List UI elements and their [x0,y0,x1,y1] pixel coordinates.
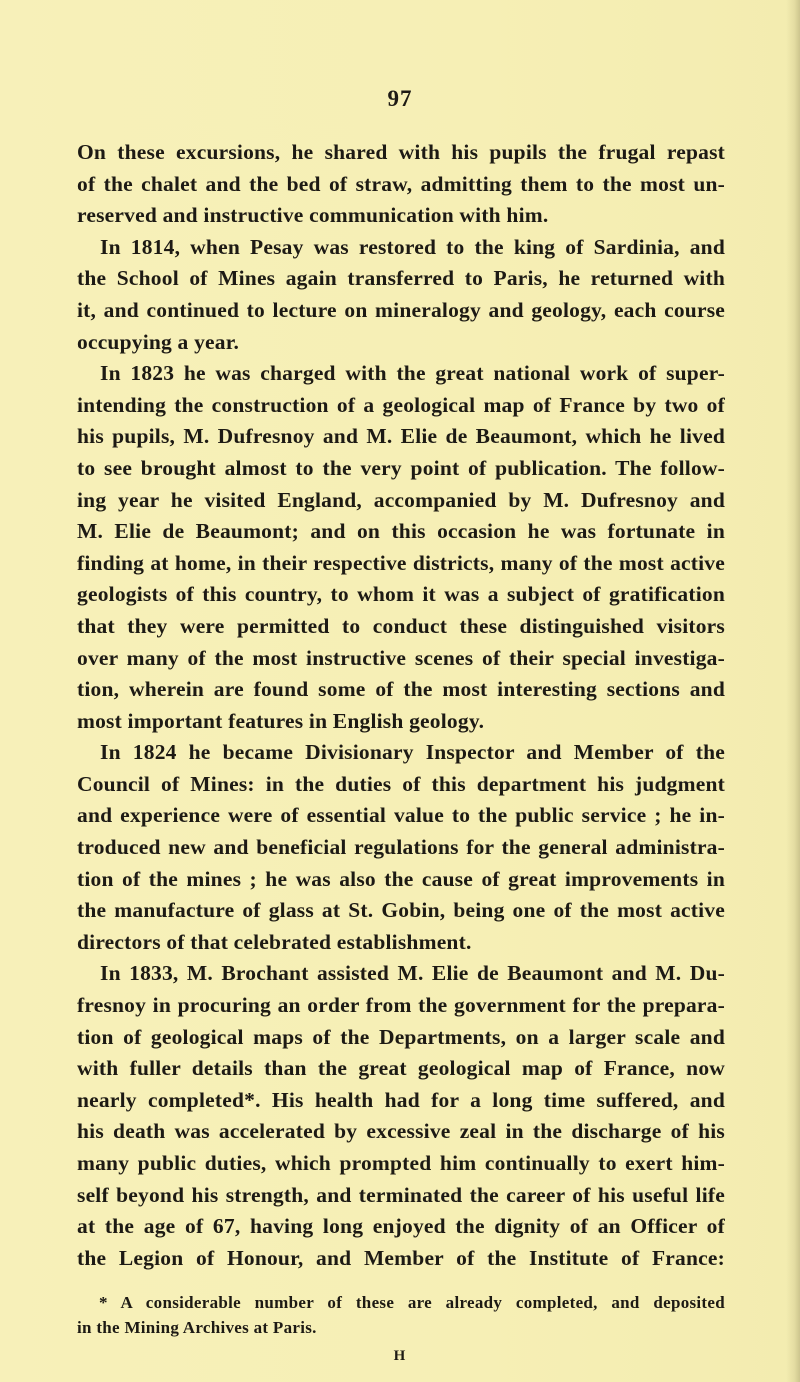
body-text [77,137,725,1274]
text-line: to see brought almost to the very point of publication. The follow- [77,455,725,480]
text-line: M. Elie de Beaumont; and on this occasion he was fortunate in [77,519,725,544]
text-line: of the chalet and the bed of straw, admitting them to the most un- [77,171,725,196]
text-line: the Legion of Honour, and Member of the Institute of France: [77,1245,725,1270]
text-line: occupying a year. [77,329,240,354]
text-line: Council of Mines: in the duties of this department his judgment [77,771,725,796]
text-line: that they were permitted to conduct these distinguished visitors [77,613,725,638]
text-line: his pupils, M. Dufresnoy and M. Elie de Beaumont, which he lived [77,424,725,449]
text-line: the manufacture of glass at St. Gobin, being one of the most active [77,898,725,923]
text-line: On these excursions, he shared with his pupils the frugal repast [77,140,725,164]
text-line: his death was accelerated by excessive zeal in the discharge of his [77,1119,725,1144]
text-line: tion of the mines ; he was also the cause of great improvements in [77,866,725,891]
text-line: and experience were of essential value to the public service ; he in- [77,803,725,828]
text-line: many public duties, which prompted him continually to exert him- [77,1151,725,1175]
text-line: most important features in English geology. [77,708,485,733]
text-line: ing year he visited England, accompanied by M. Dufresnoy and [77,487,725,512]
text-line: In 1833, M. Brochant assisted M. Elie de Beaumont and M. Du- [100,961,725,986]
text-line: tion of geological maps of the Departments, on a larger scale and [77,1024,725,1049]
text-line: fresnoy in procuring an order from the government for the prepara- [77,993,725,1018]
text-line: with fuller details than the great geological map of France, now [77,1056,725,1081]
text-line: In 1823 he was charged with the great national work of super- [100,361,725,386]
page-number: 97 [387,86,413,111]
text-line: nearly completed*. His health had for a long time suffered, and [77,1087,725,1112]
footnote-line: * A considerable number of these are already completed, and deposited [99,1293,725,1312]
text-line: at the age of 67, having long enjoyed the dignity of an Officer of [77,1214,725,1239]
text-line: the School of Mines again transferred to Paris, he returned with [77,266,725,291]
text-line: tion, wherein are found some of the most interesting sections and [77,677,725,702]
page-edge-shadow [786,0,800,1382]
text-line: troduced new and beneficial regulations for the general administra- [77,835,725,860]
text-line: intending the construction of a geological map of France by two of [77,392,725,417]
footnote-line: in the Mining Archives at Paris. [77,1318,317,1337]
text-line: geologists of this country, to whom it was a subject of gratification [77,582,725,607]
text-line: In 1824 he became Divisionary Inspector and Member of the [100,740,725,765]
signature-mark: H [393,1348,407,1364]
text-line: over many of the most instructive scenes of their special investiga- [77,645,725,670]
text-line: directors of that celebrated establishment. [77,929,472,954]
text-line: self beyond his strength, and terminated the career of his useful life [77,1182,725,1207]
footnote [77,1290,725,1340]
text-line: it, and continued to lecture on mineralogy and geology, each course [77,297,725,322]
text-line: In 1814, when Pesay was restored to the king of Sardinia, and [100,234,725,259]
text-line: reserved and instructive communication with him. [77,203,549,228]
text-line: finding at home, in their respective districts, many of the most active [77,550,725,575]
